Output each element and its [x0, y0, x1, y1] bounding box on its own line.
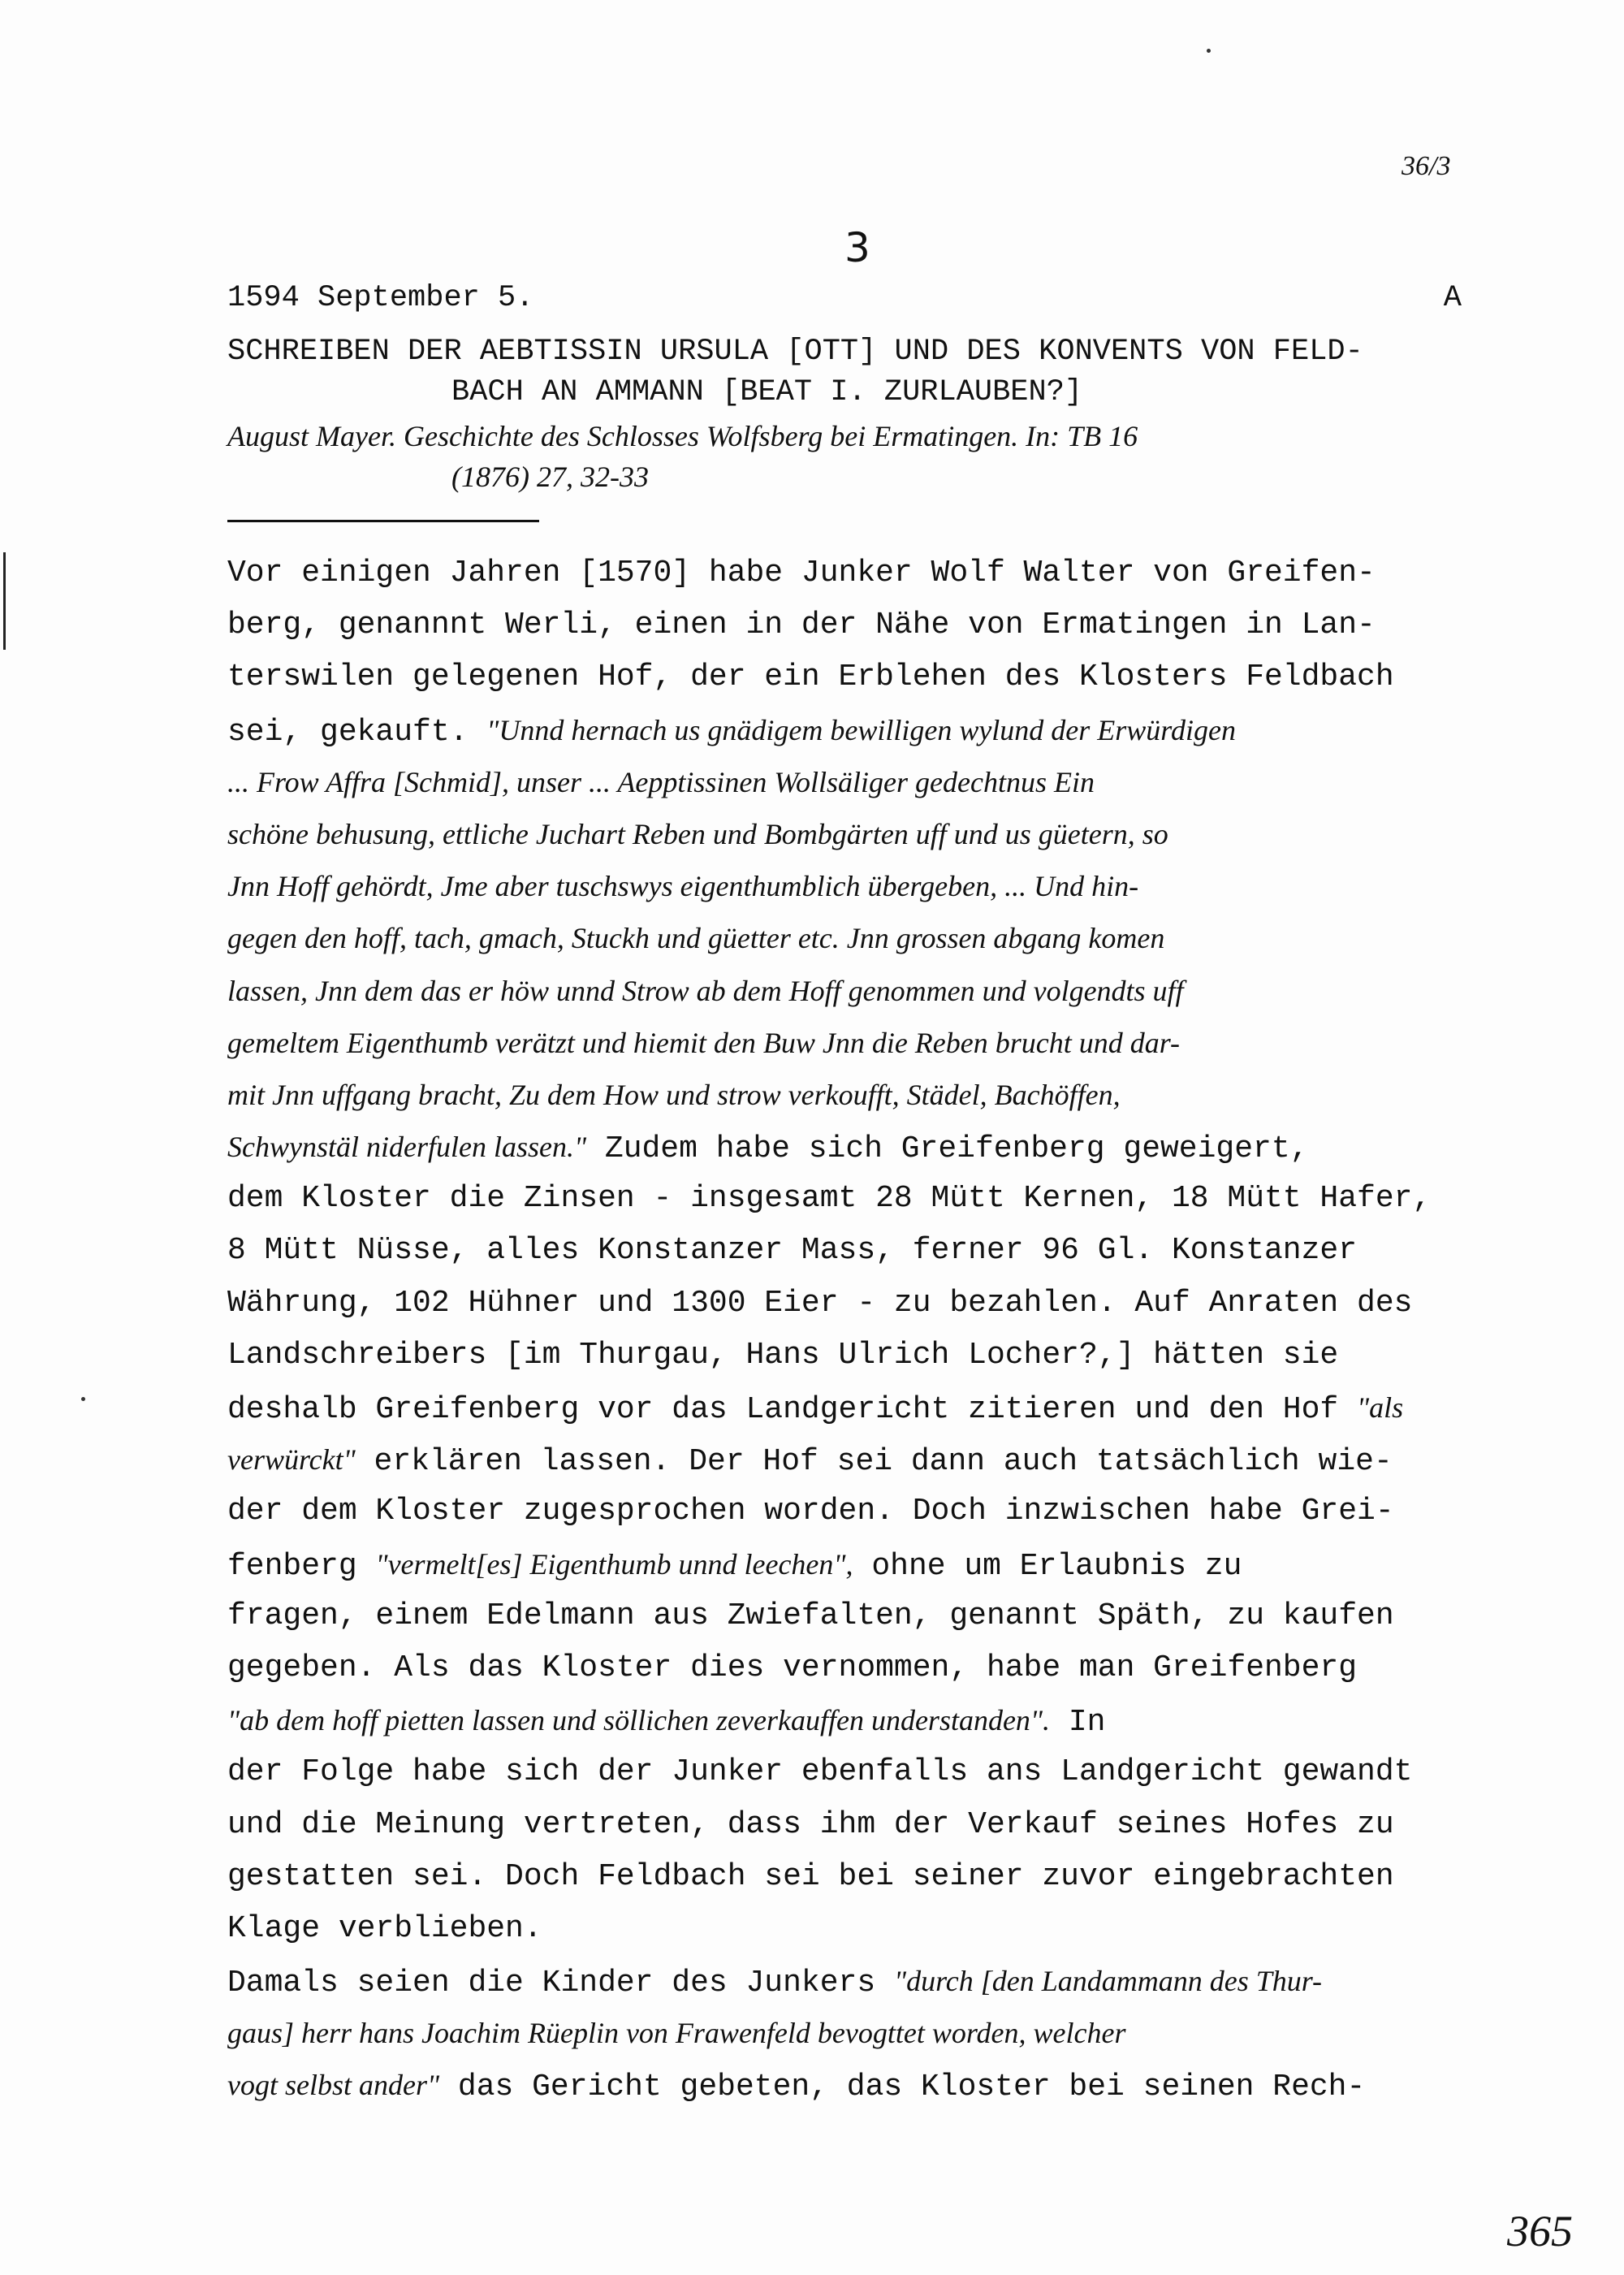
quote-line: gegen den hoff, tach, gmach, Stuckh und güetter etc. Jnn grossen abgang komen: [227, 922, 1165, 955]
document-title: [227, 331, 1478, 413]
text-span: erklären lassen. Der Hof sei dann auch tatsächlich wie-: [374, 1444, 1393, 1480]
scan-speck: [81, 1397, 85, 1401]
text-line: [227, 1382, 1494, 1434]
text-line: Landschreibers [im Thurgau, Hans Ulrich Locher?,] hätten sie: [227, 1337, 1339, 1373]
text-span: sei, gekauft.: [227, 714, 469, 750]
text-line: [227, 2059, 1494, 2111]
text-span: deshalb Greifenberg vor das Landgericht zitieren und den Hof: [227, 1392, 1339, 1427]
text-line: [227, 704, 1494, 756]
body-text: [227, 547, 1494, 2112]
text-line: der Folge habe sich der Junker ebenfalls ans Landgericht gewandt: [227, 1754, 1413, 1790]
quote-span: vogt selbst ander": [227, 2069, 440, 2102]
document-number: 3: [844, 224, 870, 271]
quote-line: gemeltem Eigenthumb verätzt und hiemit den Buw Jnn die Reben brucht und dar-: [227, 1026, 1181, 1059]
text-line: [227, 1121, 1494, 1173]
date-line: [227, 281, 1462, 315]
text-line: Währung, 102 Hühner und 1300 Eier - zu bezahlen. Auf Anraten des: [227, 1285, 1413, 1321]
scan-speck: [1207, 49, 1211, 53]
quote-span: "ab dem hoff pietten lassen und söllichen zeverkauffen understanden".: [227, 1704, 1051, 1737]
text-span: ohne um Erlaubnis zu: [871, 1548, 1242, 1584]
quote-span: Schwynstäl niderfulen lassen.": [227, 1131, 587, 1164]
text-line: Klage verblieben.: [227, 1910, 542, 1946]
source-type: A: [1443, 281, 1462, 315]
quote-line: gaus] herr hans Joachim Rüeplin von Frawenfeld bevogttet worden, welcher: [227, 2017, 1126, 2050]
text-line: 8 Mütt Nüsse, alles Konstanzer Mass, ferner 96 Gl. Konstanzer: [227, 1233, 1358, 1269]
text-line: gegeben. Als das Kloster dies vernommen, habe man Greifenberg: [227, 1650, 1358, 1685]
text-span: Damals seien die Kinder des Junkers: [227, 1966, 876, 2001]
margin-mark: [3, 552, 11, 650]
title-line: SCHREIBEN DER AEBTISSIN URSULA [OTT] UND DES KONVENTS VON FELD-: [227, 335, 1363, 369]
text-line: berg, genannnt Werli, einen in der Nähe von Ermatingen in Lan-: [227, 608, 1376, 643]
text-line: fragen, einem Edelmann aus Zwiefalten, genannt Späth, zu kaufen: [227, 1598, 1394, 1633]
folio-number: 365: [1507, 2207, 1573, 2256]
text-line: und die Meinung vertreten, dass ihm der Verkauf seines Hofes zu: [227, 1806, 1394, 1842]
quote-line: lassen, Jnn dem das er höw unnd Strow ab dem Hoff genommen und volgendts uff: [227, 974, 1184, 1007]
citation-line: (1876) 27, 32-33: [451, 461, 649, 493]
text-line: [227, 1955, 1494, 2007]
quote-line: schöne behusung, ettliche Juchart Reben und Bombgärten uff und us güetern, so: [227, 817, 1168, 850]
text-line: [227, 1694, 1494, 1746]
separator-rule: [227, 520, 539, 522]
document-date: 1594 September 5.: [227, 281, 534, 315]
quote-span: "Unnd hernach us gnädigem bewilligen wylund der Erwürdigen: [486, 713, 1236, 746]
text-line: Vor einigen Jahren [1570] habe Junker Wolf Walter von Greifen-: [227, 556, 1376, 590]
title-line: BACH AN AMMANN [BEAT I. ZURLAUBEN?]: [451, 375, 1083, 409]
text-span: Zudem habe sich Greifenberg geweigert,: [604, 1131, 1309, 1167]
text-span: In: [1068, 1705, 1106, 1741]
quote-span: "durch [den Landammann des Thur-: [893, 1965, 1323, 1998]
text-span: fenberg: [227, 1548, 357, 1584]
quote-span: "als: [1357, 1391, 1404, 1424]
text-line: [227, 1434, 1494, 1486]
quote-line: mit Jnn uffgang bracht, Zu dem How und strow verkoufft, Städel, Bachöffen,: [227, 1078, 1121, 1111]
source-citation: [227, 416, 1494, 497]
text-line: gestatten sei. Doch Feldbach sei bei seiner zuvor eingebrachten: [227, 1858, 1394, 1894]
text-line: der dem Kloster zugesprochen worden. Doch inzwischen habe Grei-: [227, 1494, 1394, 1529]
text-line: dem Kloster die Zinsen - insgesamt 28 Mütt Kernen, 18 Mütt Hafer,: [227, 1181, 1432, 1217]
text-line: [227, 1538, 1494, 1590]
archive-reference: 36/3: [1402, 151, 1451, 181]
text-span: das Gericht gebeten, das Kloster bei seinen Rech-: [457, 2070, 1366, 2105]
quote-line: ... Frow Affra [Schmid], unser ... Aepptissinen Wollsäliger gedechtnus Ein: [227, 765, 1095, 798]
text-line: terswilen gelegenen Hof, der ein Erblehen des Klosters Feldbach: [227, 660, 1394, 695]
quote-span: "vermelt[es] Eigenthumb unnd leechen",: [375, 1547, 853, 1581]
citation-line: August Mayer. Geschichte des Schlosses Wolfsberg bei Ermatingen. In: TB 16: [227, 420, 1138, 452]
quote-span: verwürckt": [227, 1443, 356, 1477]
quote-line: Jnn Hoff gehördt, Jme aber tuschswys eigenthumblich übergeben, ... Und hin-: [227, 870, 1139, 903]
